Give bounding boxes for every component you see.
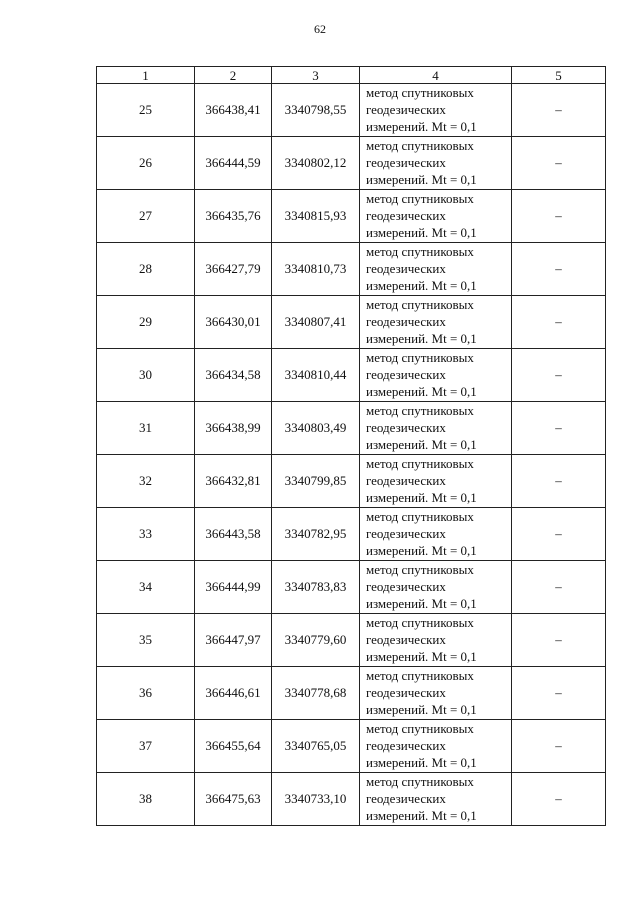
y-coordinate-cell: 3340799,85 — [272, 455, 360, 508]
note-cell: – — [512, 137, 606, 190]
method-line: измерений. Mt = 0,1 — [366, 225, 477, 240]
table-row — [97, 561, 606, 614]
method-line: измерений. Mt = 0,1 — [366, 172, 477, 187]
method-line: метод спутниковых — [366, 297, 474, 312]
method-line: измерений. Mt = 0,1 — [366, 384, 477, 399]
table-row — [97, 349, 606, 402]
method-line: метод спутниковых — [366, 191, 474, 206]
method-line: измерений. Mt = 0,1 — [366, 596, 477, 611]
note-cell: – — [512, 296, 606, 349]
note-cell: – — [512, 773, 606, 826]
note-cell: – — [512, 402, 606, 455]
table-row — [97, 614, 606, 667]
method-cell — [360, 296, 512, 349]
y-coordinate-cell: 3340782,95 — [272, 508, 360, 561]
table-row — [97, 243, 606, 296]
x-coordinate-cell: 366455,64 — [195, 720, 272, 773]
method-line: метод спутниковых — [366, 456, 474, 471]
method-cell — [360, 720, 512, 773]
method-line: геодезических — [366, 420, 446, 435]
method-line: измерений. Mt = 0,1 — [366, 437, 477, 452]
method-line: измерений. Mt = 0,1 — [366, 119, 477, 134]
x-coordinate-cell: 366438,99 — [195, 402, 272, 455]
method-line: метод спутниковых — [366, 138, 474, 153]
note-cell: – — [512, 508, 606, 561]
note-cell: – — [512, 667, 606, 720]
coordinates-table — [96, 66, 606, 826]
y-coordinate-cell: 3340815,93 — [272, 190, 360, 243]
method-line: метод спутниковых — [366, 615, 474, 630]
point-number-cell: 25 — [97, 84, 195, 137]
y-coordinate-cell: 3340810,44 — [272, 349, 360, 402]
column-header-4: 4 — [360, 67, 512, 84]
method-line: геодезических — [366, 526, 446, 541]
table-row — [97, 84, 606, 137]
y-coordinate-cell: 3340810,73 — [272, 243, 360, 296]
method-line: метод спутниковых — [366, 403, 474, 418]
point-number-cell: 28 — [97, 243, 195, 296]
point-number-cell: 35 — [97, 614, 195, 667]
y-coordinate-cell: 3340803,49 — [272, 402, 360, 455]
method-cell — [360, 137, 512, 190]
method-line: измерений. Mt = 0,1 — [366, 490, 477, 505]
method-line: геодезических — [366, 632, 446, 647]
method-cell — [360, 190, 512, 243]
method-line: геодезических — [366, 314, 446, 329]
method-line: метод спутниковых — [366, 562, 474, 577]
method-line: измерений. Mt = 0,1 — [366, 808, 477, 823]
x-coordinate-cell: 366447,97 — [195, 614, 272, 667]
y-coordinate-cell: 3340778,68 — [272, 667, 360, 720]
table-row — [97, 402, 606, 455]
method-line: метод спутниковых — [366, 774, 474, 789]
x-coordinate-cell: 366427,79 — [195, 243, 272, 296]
x-coordinate-cell: 366444,59 — [195, 137, 272, 190]
method-line: измерений. Mt = 0,1 — [366, 331, 477, 346]
point-number-cell: 30 — [97, 349, 195, 402]
table-row — [97, 720, 606, 773]
note-cell: – — [512, 190, 606, 243]
x-coordinate-cell: 366475,63 — [195, 773, 272, 826]
method-line: метод спутниковых — [366, 350, 474, 365]
table-row — [97, 137, 606, 190]
method-line: измерений. Mt = 0,1 — [366, 702, 477, 717]
method-line: измерений. Mt = 0,1 — [366, 543, 477, 558]
table-row — [97, 455, 606, 508]
method-cell — [360, 667, 512, 720]
method-cell — [360, 402, 512, 455]
table-row — [97, 190, 606, 243]
method-cell — [360, 84, 512, 137]
method-cell — [360, 773, 512, 826]
method-line: метод спутниковых — [366, 244, 474, 259]
method-line: измерений. Mt = 0,1 — [366, 649, 477, 664]
method-line: геодезических — [366, 685, 446, 700]
note-cell: – — [512, 614, 606, 667]
note-cell: – — [512, 84, 606, 137]
method-line: метод спутниковых — [366, 509, 474, 524]
y-coordinate-cell: 3340802,12 — [272, 137, 360, 190]
note-cell: – — [512, 720, 606, 773]
y-coordinate-cell: 3340783,83 — [272, 561, 360, 614]
point-number-cell: 33 — [97, 508, 195, 561]
y-coordinate-cell: 3340765,05 — [272, 720, 360, 773]
method-line: геодезических — [366, 261, 446, 276]
point-number-cell: 37 — [97, 720, 195, 773]
method-line: геодезических — [366, 155, 446, 170]
note-cell: – — [512, 455, 606, 508]
x-coordinate-cell: 366434,58 — [195, 349, 272, 402]
column-header-1: 1 — [97, 67, 195, 84]
point-number-cell: 31 — [97, 402, 195, 455]
point-number-cell: 36 — [97, 667, 195, 720]
column-header-2: 2 — [195, 67, 272, 84]
y-coordinate-cell: 3340779,60 — [272, 614, 360, 667]
point-number-cell: 27 — [97, 190, 195, 243]
method-line: геодезических — [366, 367, 446, 382]
table-row — [97, 773, 606, 826]
table-row — [97, 508, 606, 561]
method-line: геодезических — [366, 738, 446, 753]
column-header-3: 3 — [272, 67, 360, 84]
method-cell — [360, 614, 512, 667]
x-coordinate-cell: 366432,81 — [195, 455, 272, 508]
method-line: измерений. Mt = 0,1 — [366, 278, 477, 293]
point-number-cell: 34 — [97, 561, 195, 614]
y-coordinate-cell: 3340733,10 — [272, 773, 360, 826]
method-cell — [360, 561, 512, 614]
x-coordinate-cell: 366438,41 — [195, 84, 272, 137]
table-row — [97, 296, 606, 349]
method-line: измерений. Mt = 0,1 — [366, 755, 477, 770]
note-cell: – — [512, 349, 606, 402]
point-number-cell: 32 — [97, 455, 195, 508]
method-line: геодезических — [366, 208, 446, 223]
note-cell: – — [512, 243, 606, 296]
table-body — [97, 84, 606, 826]
method-cell — [360, 243, 512, 296]
method-line: метод спутниковых — [366, 668, 474, 683]
note-cell: – — [512, 561, 606, 614]
x-coordinate-cell: 366446,61 — [195, 667, 272, 720]
method-line: геодезических — [366, 579, 446, 594]
method-line: геодезических — [366, 102, 446, 117]
method-cell — [360, 455, 512, 508]
x-coordinate-cell: 366444,99 — [195, 561, 272, 614]
method-cell — [360, 508, 512, 561]
table-header-row — [97, 67, 606, 84]
method-line: метод спутниковых — [366, 721, 474, 736]
page-number: 62 — [314, 22, 326, 36]
point-number-cell: 26 — [97, 137, 195, 190]
point-number-cell: 29 — [97, 296, 195, 349]
point-number-cell: 38 — [97, 773, 195, 826]
method-line: геодезических — [366, 791, 446, 806]
x-coordinate-cell: 366435,76 — [195, 190, 272, 243]
column-header-5: 5 — [512, 67, 606, 84]
y-coordinate-cell: 3340798,55 — [272, 84, 360, 137]
method-line: метод спутниковых — [366, 85, 474, 100]
x-coordinate-cell: 366430,01 — [195, 296, 272, 349]
x-coordinate-cell: 366443,58 — [195, 508, 272, 561]
method-line: геодезических — [366, 473, 446, 488]
table-row — [97, 667, 606, 720]
y-coordinate-cell: 3340807,41 — [272, 296, 360, 349]
method-cell — [360, 349, 512, 402]
